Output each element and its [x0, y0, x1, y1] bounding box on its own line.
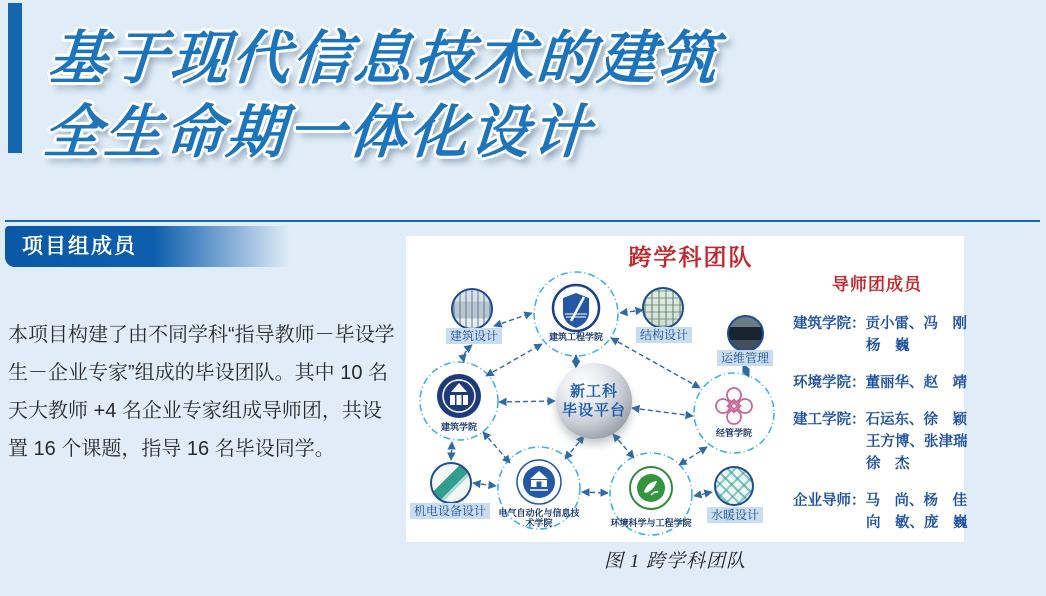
- mentor-row: [793, 409, 967, 431]
- photo-plumbing-design: [714, 466, 754, 506]
- photo-structure-design: [642, 287, 684, 329]
- mentor-row: [793, 372, 967, 394]
- mentor-group-environment: [793, 372, 967, 394]
- page-title: [41, 22, 1011, 170]
- photo-architecture-design: [451, 288, 493, 330]
- mentor-names: 王方博、张津瑞: [866, 434, 968, 450]
- platform-label-line1: 新工科: [569, 383, 618, 400]
- task-label-structure: 结构设计: [636, 327, 692, 343]
- figure-panel: [406, 236, 968, 542]
- arch-eng-college-logo-icon: [551, 283, 601, 333]
- mentors-title: 导师团成员: [832, 275, 922, 294]
- task-label-architecture: 建筑设计: [446, 328, 502, 344]
- section-banner: [5, 226, 290, 267]
- management-college-logo-icon: [712, 384, 756, 428]
- mentor-row: [793, 453, 961, 475]
- mentor-names: 向 敏、庞 巍: [866, 515, 968, 531]
- college-label-management: 经管学院: [715, 428, 753, 438]
- page-title-line2: 全生命期一体化设计: [41, 100, 595, 165]
- architecture-college-logo-icon: [436, 373, 482, 419]
- task-label-operations: 运维管理: [717, 350, 773, 366]
- mentor-names: 马 尚、杨 佳: [865, 493, 967, 509]
- mentor-row: [793, 512, 968, 534]
- mentor-group-architecture: [793, 313, 967, 357]
- college-label-architecture: 建筑学院: [440, 422, 478, 432]
- task-label-mech: 机电设备设计: [410, 503, 490, 519]
- mentor-names: 徐 杰: [866, 456, 910, 472]
- task-label-plumbing: 水暖设计: [707, 507, 763, 523]
- college-label-electrical: [498, 508, 579, 528]
- mentor-group-heading: 建工学院：: [793, 412, 866, 428]
- college-label-arch-eng: 建筑工程学院: [548, 332, 604, 342]
- mentor-names: 贡小雷、冯 刚: [865, 316, 967, 332]
- mentor-names: 杨 巍: [866, 338, 910, 354]
- mentor-row: [793, 335, 961, 357]
- photo-mech-equipment-design: [430, 462, 472, 504]
- mentor-row: [793, 431, 968, 453]
- figure-title: 跨学科团队: [628, 244, 754, 270]
- college-label-electrical-line1: 电气自动化与信息技: [498, 508, 580, 518]
- platform-label-line2: 毕设平台: [561, 402, 626, 419]
- electrical-college-logo-icon: [516, 459, 562, 505]
- mentor-names: 石运东、徐 颖: [865, 412, 967, 428]
- college-label-electrical-line2: 术学院: [525, 518, 553, 528]
- environment-college-logo-icon: [629, 466, 673, 510]
- intro-paragraph: 本项目构建了由不同学科“指导教师－毕设学生－企业专家”组成的毕设团队。其中 10 名天大教师 +4 名企业专家组成导师团，共设置 16 个课题，指导 16 名毕设同学。: [8, 324, 395, 460]
- mentors-panel: [793, 270, 968, 549]
- mentor-group-civil: [793, 409, 968, 475]
- platform-sphere: [556, 363, 632, 439]
- mentor-group-heading: 建筑学院：: [793, 316, 866, 332]
- left-accent-bar: [8, 3, 22, 153]
- section-banner-label: 项目组成员: [22, 235, 137, 258]
- mentor-group-heading: 环境学院：: [793, 375, 866, 391]
- mentor-names: 董丽华、赵 靖: [865, 375, 967, 391]
- mentor-group-heading: 企业导师：: [793, 493, 866, 509]
- mentor-row: [793, 313, 967, 335]
- mentor-group-enterprise: [793, 490, 968, 534]
- mentor-row: [793, 490, 967, 512]
- photo-operations-management: [727, 315, 764, 352]
- page-title-line1: 基于现代信息技术的建筑: [46, 26, 722, 91]
- college-label-environment: 环境科学与工程学院: [610, 518, 692, 528]
- header-divider: [5, 220, 1040, 222]
- figure-caption: 图 1 跨学科团队: [603, 551, 746, 572]
